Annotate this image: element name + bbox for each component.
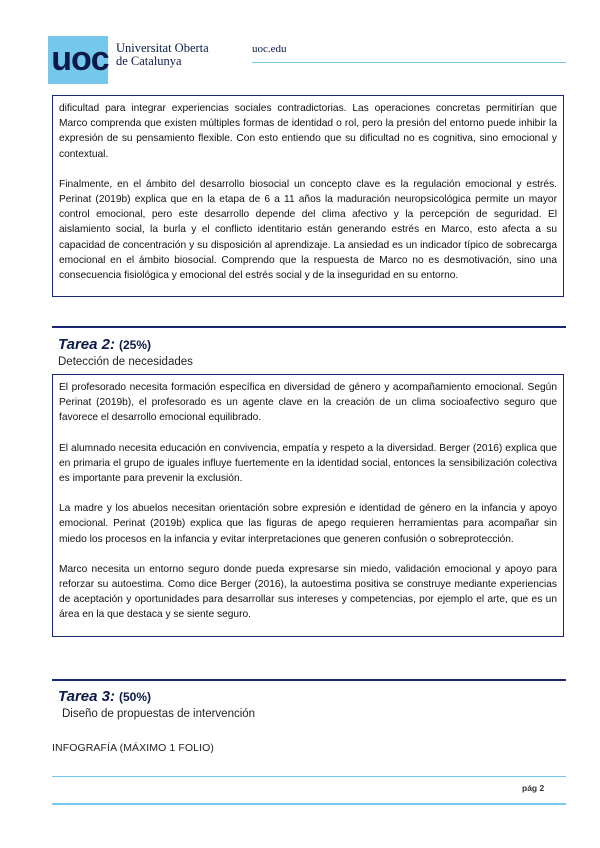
uoc-logo: uoc (51, 40, 109, 78)
page-header (48, 36, 566, 88)
task2-percent: (25%) (118, 338, 151, 352)
task2-heading (58, 336, 151, 353)
task1-continuation-box (52, 95, 564, 297)
footer-bottom-rule (52, 803, 566, 805)
task2-subtitle: Detección de necesidades (58, 356, 193, 368)
page-number: pág 2 (522, 783, 545, 793)
task3-percent: (50%) (118, 690, 151, 704)
site-url[interactable]: uoc.edu (252, 43, 287, 55)
task2-box (52, 374, 564, 637)
paragraph: dificultad para integrar experiencias sociales contradictorias. Las operaciones concretas permitirían que Marco comprenda que existen múltiples formas de identidad o rol, pero la presión del entorno puede inhibir la expresión de su pensamiento flexible. Con esto entiendo que su dificultad no es cognitiva, sino emocional y contextual. (59, 103, 557, 160)
header-divider (252, 62, 566, 63)
university-name-line1: Universitat Oberta (116, 41, 209, 55)
task3-name: Tarea 3: (58, 688, 115, 705)
task3-note: INFOGRAFÍA (MÁXIMO 1 FOLIO) (52, 742, 214, 754)
paragraph: La madre y los abuelos necesitan orientación sobre expresión e identidad de género en la infancia y apoyo emocional. Perinat (2019b) explica que las figuras de apego requieren herramientas para acompañar sin miedo los procesos en la infancia y evitar interpretaciones que generen confusión o sobreprotección. (59, 503, 557, 545)
paragraph: Finalmente, en el ámbito del desarrollo biosocial un concepto clave es la regulación emocional y estrés. Perinat (2019b) explica que en la etapa de 6 a 11 años la maduración neuropsicológica permite un mayor control emocional, pero este desarrollo depende del clima afectivo y la percepción de seguridad. El aislamiento social, la burla y el conflicto identitario están generando estrés en Marco, esto afecta a su capacidad de concentración y su disposición al aprendizaje. La ansiedad es un indicador típico de sobrecarga emocional en el ámbito biosocial. Comprendo que la respuesta de Marco no es desmotivación, sino una consecuencia fisiológica y emocional del estrés social y de la inseguridad en su entorno. (59, 178, 557, 282)
university-name-line2: de Catalunya (116, 54, 182, 68)
task3-rule (52, 679, 566, 681)
task3-heading (58, 688, 151, 705)
paragraph: Marco necesita un entorno seguro donde pueda expresarse sin miedo, validación emocional y apoyo para reforzar su autoestima. Como dice Berger (2016), la autoestima positiva se construye mediante experiencias de aceptación y oportunidades para desarrollar sus intereses y competencias, por ejemplo el arte, que es un área en la que destaca y se siente seguro. (59, 563, 557, 621)
task2-name: Tarea 2: (58, 336, 115, 353)
university-name (116, 42, 209, 68)
paragraph: El profesorado necesita formación específica en diversidad de género y acompañamiento emocional. Según Perinat (2019b), el profesorado es un agente clave en la creación de un clima socioafectivo seguro que favorece el desarrollo emocional equilibrado. (59, 382, 557, 424)
task2-rule (52, 326, 566, 328)
paragraph: El alumnado necesita educación en convivencia, empatía y respeto a la diversidad. Berger (2016) explica que en primaria el grupo de iguales influye fuertemente en la identidad social, entonces la sensibilización colectiva es importante para prevenir la exclusión. (59, 442, 557, 485)
footer-divider (52, 776, 566, 777)
task3-subtitle: Diseño de propuestas de intervención (62, 708, 256, 720)
